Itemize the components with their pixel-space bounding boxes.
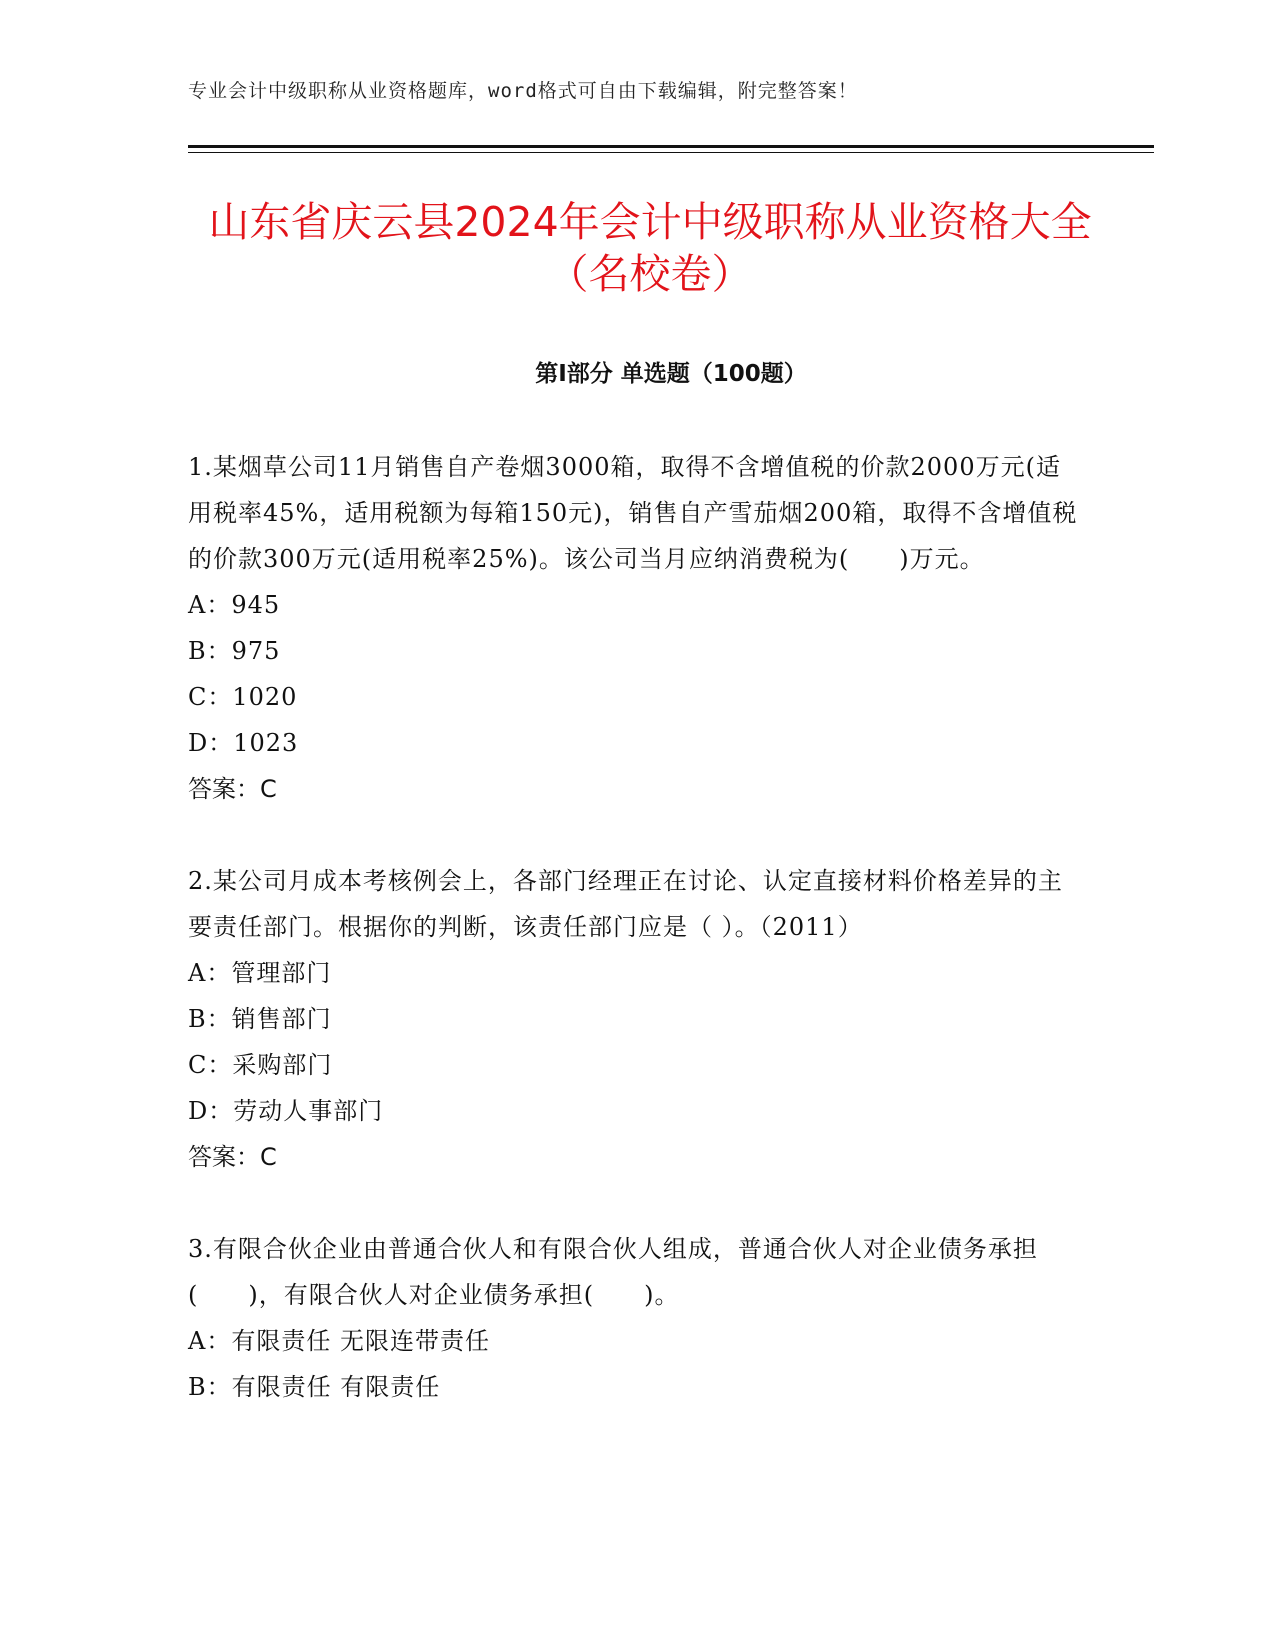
question-text: 3.有限合伙企业由普通合伙人和有限合伙人组成，普通合伙人对企业债务承担( )，有限合伙人对企业债务承担( )。 <box>188 1235 1038 1309</box>
option-a: A：管理部门 <box>188 959 332 987</box>
question-3 <box>188 1226 1078 1410</box>
option-b: B：有限责任 有限责任 <box>188 1373 441 1401</box>
header-rule-thick <box>188 145 1154 148</box>
header-rule-thin <box>188 152 1154 153</box>
question-text: 1.某烟草公司11月销售自产卷烟3000箱，取得不含增值税的价款2000万元(适用税率45%，适用税额为每箱150元)，销售自产雪茄烟200箱，取得不含增值税的价款300万元(适用税率25%)。该公司当月应纳消费税为( )万元。 <box>188 453 1078 573</box>
question-2 <box>188 858 1078 1180</box>
question-text: 2.某公司月成本考核例会上，各部门经理正在讨论、认定直接材料价格差异的主要责任部门。根据你的判断，该责任部门应是（ ）。（2011） <box>188 867 1063 941</box>
question-list <box>188 444 1078 1456</box>
option-c: C：采购部门 <box>188 1051 333 1079</box>
option-c: C：1020 <box>188 683 298 711</box>
option-b: B：975 <box>188 637 281 665</box>
document-title: 山东省庆云县2024年会计中级职称从业资格大全（名校卷） <box>208 198 1092 298</box>
question-1 <box>188 444 1078 812</box>
section-title: 第Ⅰ部分 单选题（100题） <box>535 361 807 387</box>
page-header: 专业会计中级职称从业资格题库，word格式可自由下载编辑，附完整答案！ <box>188 80 858 102</box>
option-d: D：1023 <box>188 729 299 757</box>
option-a: A：945 <box>188 591 281 619</box>
option-d: D：劳动人事部门 <box>188 1097 384 1125</box>
option-b: B：销售部门 <box>188 1005 332 1033</box>
option-a: A：有限责任 无限连带责任 <box>188 1327 490 1355</box>
answer: 答案：C <box>188 1143 277 1171</box>
answer: 答案：C <box>188 775 277 803</box>
